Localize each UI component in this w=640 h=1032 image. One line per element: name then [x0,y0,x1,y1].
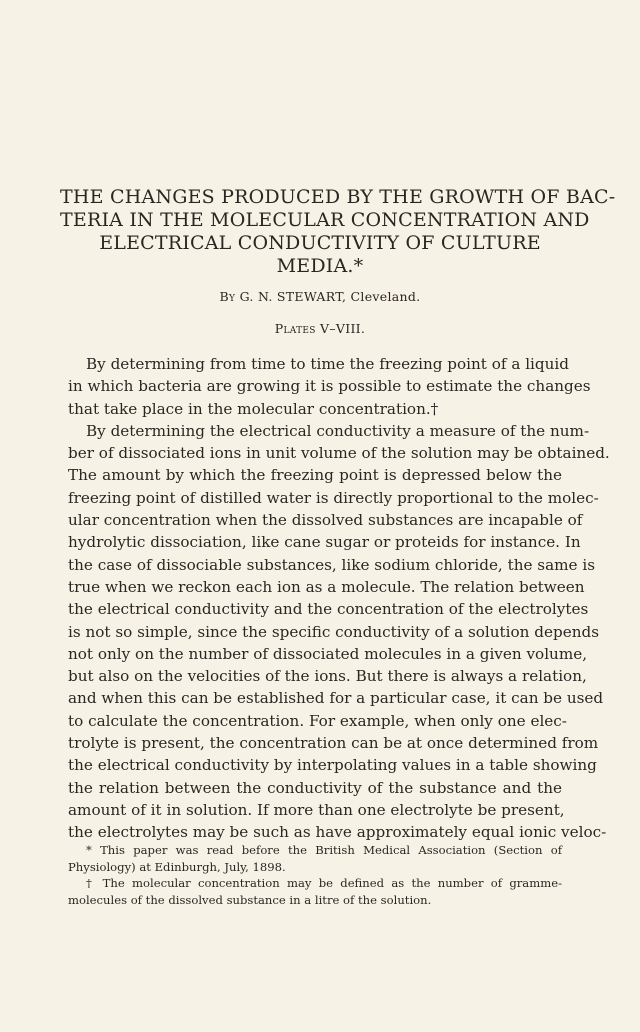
text-line: By determining from time to time the freezing point of a liquid [86,355,569,373]
text-line: is not so simple, since the specific conductivity of a solution depends [68,622,599,641]
text-line: true when we reckon each ion as a molecule. The relation between [68,577,585,596]
footnote-1 [68,842,562,875]
text-line: hydrolytic dissociation, like cane sugar or proteids for instance. In [68,533,581,552]
plates-range: V–VIII. [320,321,366,336]
footnote-line: † The molecular concentration may be defined as the number of gramme- [86,876,562,890]
article-title [60,186,616,278]
text-line: The amount by which the freezing point is depressed below the [68,466,562,485]
text-line: and when this can be established for a particular case, it can be used [68,689,604,708]
footnote-line: molecules of the dissolved substance in a litre of the solution. [68,892,432,907]
text-line: By determining the electrical conductivity a measure of the num- [86,421,590,440]
title-line: ELECTRICAL CONDUCTIVITY OF CULTURE [99,232,541,254]
footnote-line: * This paper was read before the British Medical Association (Section of [86,843,562,857]
author-name: G. N. STEWART, Cleveland. [239,289,421,304]
title-line: THE CHANGES PRODUCED BY THE GROWTH OF BAC- [60,186,616,208]
byline-prefix: By [219,289,236,304]
paragraph-1 [68,353,591,420]
text-line: to calculate the concentration. For example, when only one elec- [68,711,567,730]
text-line: the electrical conductivity and the concentration of the electrolytes [68,600,589,619]
text-line: the case of dissociable substances, like sodium chloride, the same is [68,555,596,574]
text-line: the electrolytes may be such as have approximately equal ionic veloc- [68,823,607,842]
footnote-2 [68,875,562,908]
text-line: ber of dissociated ions in unit volume of the solution may be obtained. [68,444,610,463]
text-line: freezing point of distilled water is directly proportional to the molec- [68,488,599,507]
plates-reference [0,321,640,336]
text-line: amount of it in solution. If more than one electrolyte be present, [68,800,565,819]
text-line: trolyte is present, the concentration can be at once determined from [68,734,599,753]
footnotes [68,842,562,908]
text-line: in which bacteria are growing it is possible to estimate the changes [68,377,591,396]
text-line: the electrical conductivity by interpolating values in a table showing [68,756,597,775]
text-line: the relation between the conductivity of the substance and the [68,778,562,797]
body-text [68,353,610,844]
title-line: MEDIA.* [276,255,364,277]
text-line: ular concentration when the dissolved substances are incapable of [68,511,583,530]
text-line: not only on the number of dissociated molecules in a given volume, [68,644,588,663]
paragraph-2 [68,420,610,844]
title-line: TERIA IN THE MOLECULAR CONCENTRATION AND [60,209,590,231]
text-line: but also on the velocities of the ions. But there is always a relation, [68,667,587,686]
author-byline [0,289,640,304]
footnote-line: Physiology) at Edinburgh, July, 1898. [68,859,286,874]
plates-label: Plates [274,321,316,336]
text-line: that take place in the molecular concentration.† [68,399,439,418]
